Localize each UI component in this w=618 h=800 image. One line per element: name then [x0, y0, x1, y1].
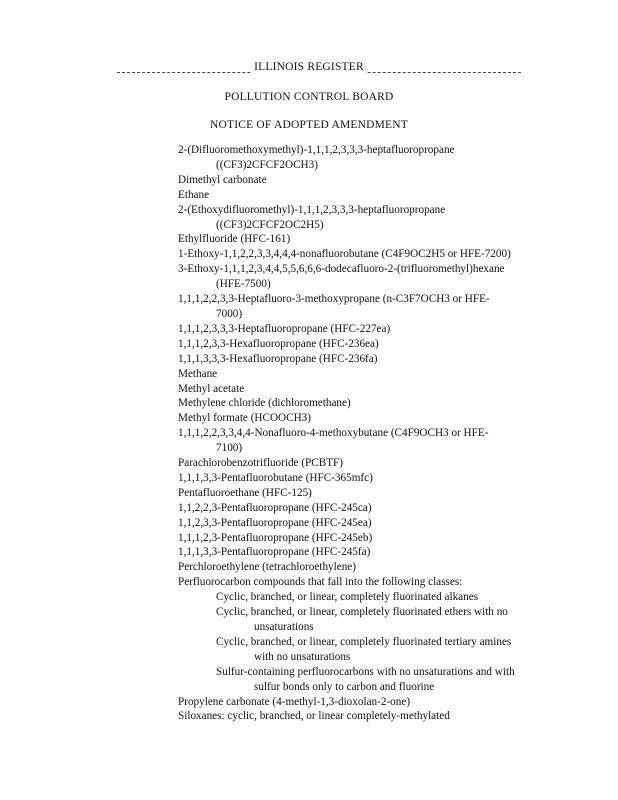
register-title	[0, 60, 618, 74]
compound-list	[178, 143, 548, 724]
list-item: Methane	[178, 367, 218, 380]
list-item: Dimethyl carbonate	[178, 173, 267, 186]
list-item: 1,1,1,2,3,3-Hexafluoropropane (HFC-236ea)	[178, 337, 379, 350]
list-item-continuation: 7000)	[216, 307, 243, 320]
list-item: 1,1,2,3,3-Pentafluoropropane (HFC-245ea)	[178, 516, 372, 529]
list-item: Parachlorobenzotrifluoride (PCBTF)	[178, 457, 343, 470]
list-item: 1-Ethoxy-1,1,2,2,3,3,4,4,4-nonafluorobutane (C4F9OC2H5 or HFE-7200)	[178, 248, 511, 261]
sublist-item-continuation: unsaturations	[254, 621, 314, 633]
list-item: 2-(Difluoromethoxymethyl)-1,1,1,2,3,3,3-heptafluoropropane	[178, 144, 455, 156]
sublist-item: Cyclic, branched, or linear, completely fluorinated tertiary amines	[216, 635, 512, 648]
board-name: POLLUTION CONTROL BOARD	[224, 91, 394, 103]
list-item: 1,1,1,2,3,3,3-Heptafluoropropane (HFC-227ea)	[178, 322, 391, 335]
list-item: 1,1,1,2,2,3,3,4,4-Nonafluoro-4-methoxybutane (C4F9OCH3 or HFE-	[178, 427, 489, 440]
list-item-continuation: ((CF3)2CFCF2OC2H5)	[216, 218, 324, 231]
list-item: Methylene chloride (dichloromethane)	[178, 397, 351, 410]
list-item: Siloxanes: cyclic, branched, or linear completely-methylated	[178, 710, 450, 723]
list-item: 1,1,1,3,3-Pentafluorobutane (HFC-365mfc)	[178, 471, 373, 484]
register-title-text: ILLINOIS REGISTER	[251, 61, 367, 73]
list-item: Pentafluoroethane (HFC-125)	[178, 486, 312, 499]
list-item: 3-Ethoxy-1,1,1,2,3,4,4,5,5,6,6,6-dodecafluoro-2-(trifluoromethyl)hexane	[178, 263, 505, 276]
list-item: 2-(Ethoxydifluoromethyl)-1,1,1,2,3,3,3-heptafluoropropane	[178, 203, 446, 216]
list-item: Perchloroethylene (tetrachloroethylene)	[178, 561, 356, 574]
list-item: Ethylfluoride (HFC-161)	[178, 233, 291, 246]
list-item: 1,1,1,3,3,3-Hexafluoropropane (HFC-236fa)	[178, 352, 378, 365]
list-item: Ethane	[178, 188, 210, 201]
list-item: 1,1,1,2,3-Pentafluoropropane (HFC-245eb)	[178, 531, 373, 544]
list-item: Perfluorocarbon compounds that fall into the following classes:	[178, 576, 463, 589]
sublist-item: Cyclic, branched, or linear, completely fluorinated alkanes	[216, 591, 479, 604]
list-item: 1,1,2,2,3-Pentafluoropropane (HFC-245ca)	[178, 501, 372, 514]
notice-title: NOTICE OF ADOPTED AMENDMENT	[209, 119, 409, 131]
list-item: Methyl formate (HCOOCH3)	[178, 412, 311, 425]
list-item-continuation: 7100)	[216, 442, 243, 455]
sublist-item: Cyclic, branched, or linear, completely fluorinated ethers with no	[216, 606, 508, 619]
list-item: Propylene carbonate (4-methyl-1,3-dioxolan-2-one)	[178, 695, 411, 708]
sublist-item: Sulfur-containing perfluorocarbons with no unsaturations and with	[216, 665, 515, 678]
list-item-continuation: (HFE-7500)	[216, 278, 271, 291]
list-item: 1,1,1,2,2,3,3-Heptafluoro-3-methoxypropane (n-C3F7OCH3 or HFE-	[178, 293, 490, 306]
sublist-item-continuation: with no unsaturations	[254, 650, 351, 663]
list-item: 1,1,1,3,3-Pentafluoropropane (HFC-245fa)	[178, 546, 371, 559]
sublist-item-continuation: sulfur bonds only to carbon and fluorine	[254, 680, 435, 693]
list-item: Methyl acetate	[178, 382, 245, 395]
list-item-continuation: ((CF3)2CFCF2OCH3)	[216, 158, 318, 171]
